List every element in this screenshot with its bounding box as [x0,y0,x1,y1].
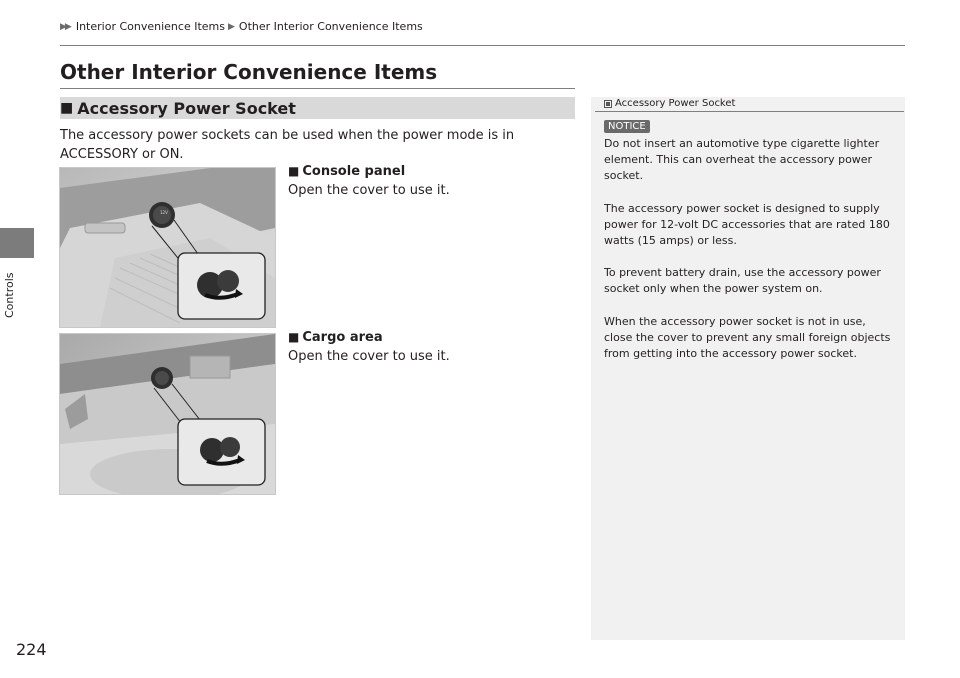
svg-text:12V: 12V [160,210,168,215]
header-divider [60,45,905,46]
square-bullet-icon: ■ [288,330,300,344]
notice-badge: NOTICE [604,120,650,133]
note-paragraph: To prevent battery drain, use the accessory power socket only when the power system on. [604,266,881,295]
breadcrumb-item[interactable]: Other Interior Convenience Items [238,20,423,33]
notice-paragraph: Do not insert an automotive type cigarette lighter element. This can overheat the accessory power socket. [604,137,880,182]
reference-icon [604,100,612,108]
section-title: Accessory Power Socket [77,98,296,118]
breadcrumb-item[interactable]: Interior Convenience Items [75,20,225,33]
section-header [60,97,575,119]
side-note-divider [595,111,904,112]
square-bullet-icon: ■ [288,164,300,178]
breadcrumb-arrow-icon: ▶ [227,21,233,32]
instruction-text: Open the cover to use it. [288,183,450,198]
breadcrumb-arrow-icon: ▶▶ [60,21,70,32]
side-note-title[interactable] [604,98,735,109]
note-paragraph: The accessory power socket is designed to supply power for 12-volt DC accessories that are rated 180 watts (15 amps) or less. [604,202,890,247]
breadcrumb [60,20,423,33]
intro-paragraph: The accessory power sockets can be used when the power mode is in ACCESSORY or ON. [60,128,515,162]
cargo-area-illustration [59,333,276,495]
title-divider [60,88,575,89]
page-number: 224 [16,640,47,659]
chapter-label[interactable]: Controls [3,272,16,318]
instruction-text: Open the cover to use it. [288,349,450,364]
subheading-console-panel [288,164,405,179]
note-paragraph: When the accessory power socket is not in use, close the cover to prevent any small foreign objects from getting into the accessory power socket. [604,315,891,360]
subheading-cargo-area [288,330,383,345]
subheading-text: Cargo area [302,330,383,345]
chapter-tab-marker [0,228,34,258]
square-bullet-icon: ■ [60,100,74,116]
side-note-title-text: Accessory Power Socket [615,98,736,109]
subheading-text: Console panel [302,164,406,179]
console-panel-illustration [59,167,276,328]
page-title: Other Interior Convenience Items [60,60,438,84]
